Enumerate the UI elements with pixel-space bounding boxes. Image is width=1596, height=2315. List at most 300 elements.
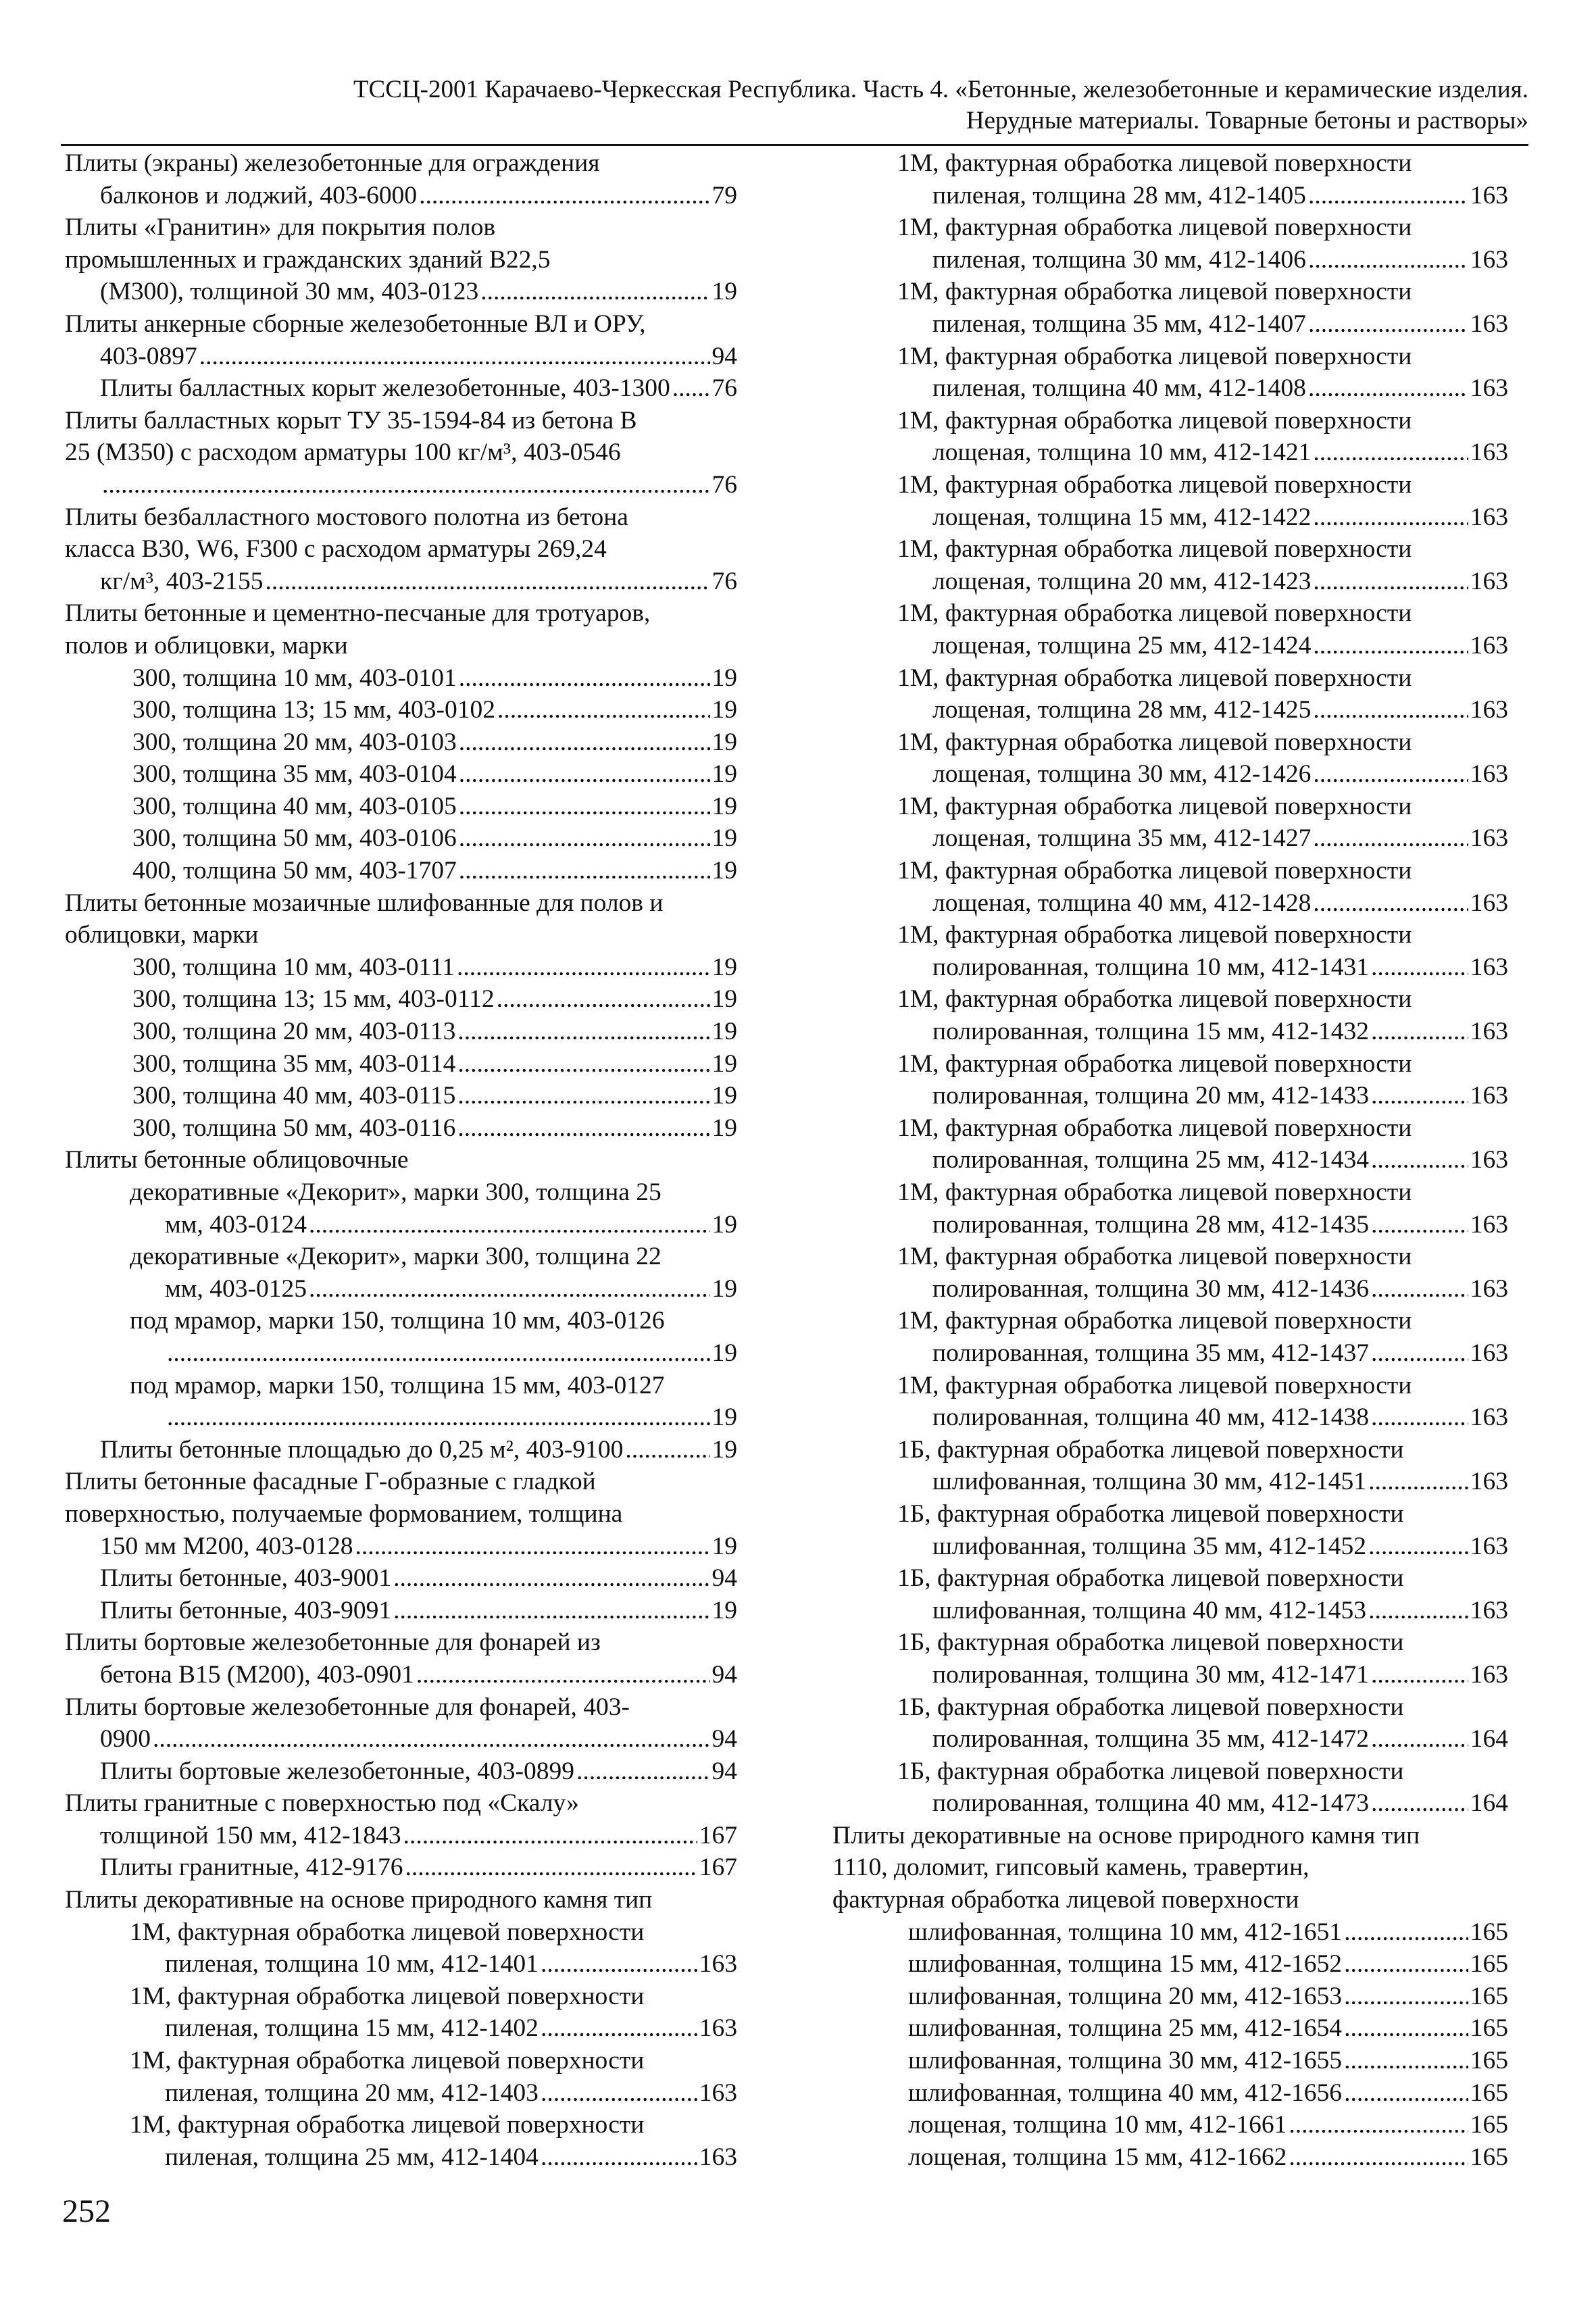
page-reference: 19 xyxy=(712,792,737,820)
entry-text: лощеная, толщина 15 мм, 412-1422 xyxy=(932,503,1312,531)
entry-leader-line xyxy=(932,822,1508,855)
page-reference: 163 xyxy=(1470,1339,1508,1367)
page-reference: 19 xyxy=(712,760,737,789)
index-entry xyxy=(832,983,1508,1047)
index-entry xyxy=(65,1144,737,1176)
entry-leader-line xyxy=(100,469,737,501)
page-reference: 94 xyxy=(712,1757,737,1785)
index-entry xyxy=(65,1176,737,1241)
entry-text: 300, толщина 35 мм, 403-0104 xyxy=(132,760,457,789)
entry-leader-line xyxy=(932,1080,1508,1112)
dot-leader xyxy=(355,1530,710,1563)
index-entry xyxy=(832,726,1508,791)
index-column-left xyxy=(65,147,737,2173)
index-entry xyxy=(832,2141,1508,2174)
dot-leader xyxy=(1313,887,1468,920)
entry-text-line: 1М, фактурная обработка лицевой поверхности xyxy=(897,470,1412,499)
dot-leader xyxy=(1371,1016,1468,1048)
page-reference: 163 xyxy=(699,2078,737,2107)
entry-leader-line xyxy=(932,1273,1508,1305)
page-reference: 163 xyxy=(1470,567,1508,595)
page-reference: 19 xyxy=(712,1210,737,1239)
entry-text-line: 1М, фактурная обработка лицевой поверхности xyxy=(897,535,1412,564)
entry-text: пиленая, толщина 30 мм, 412-1406 xyxy=(932,245,1306,274)
entry-text: Плиты балластных корыт железобетонные, 403-1300 xyxy=(100,374,670,403)
entry-text: 300, толщина 20 мм, 403-0103 xyxy=(132,728,457,756)
index-entry xyxy=(832,1176,1508,1241)
entry-text-line: 1М, фактурная обработка лицевой поверхности xyxy=(130,2111,645,2139)
dot-leader xyxy=(1313,630,1468,662)
index-entry xyxy=(832,1370,1508,1434)
page-reference: 165 xyxy=(1470,2143,1508,2171)
entry-text-line: 1М, фактурная обработка лицевой поверхности xyxy=(897,278,1412,306)
index-entry xyxy=(65,1851,737,1884)
entry-leader-line xyxy=(932,180,1508,212)
entry-text: полированная, толщина 40 мм, 412-1438 xyxy=(932,1403,1369,1432)
entry-text: лощеная, толщина 30 мм, 412-1426 xyxy=(932,760,1312,789)
entry-leader-line xyxy=(908,2109,1508,2141)
entry-leader-line xyxy=(932,1401,1508,1434)
dot-leader xyxy=(393,1595,709,1627)
dot-leader xyxy=(1313,501,1468,534)
entry-text-line: 1М, фактурная обработка лицевой поверхности xyxy=(897,792,1412,820)
entry-text-line: 1М, фактурная обработка лицевой поверхности xyxy=(897,857,1412,885)
page-reference: 94 xyxy=(712,342,737,370)
index-entry xyxy=(832,1112,1508,1176)
dot-leader xyxy=(199,341,710,373)
entry-text: пиленая, толщина 28 мм, 412-1405 xyxy=(932,181,1306,209)
index-entry xyxy=(832,1498,1508,1562)
entry-leader-line xyxy=(165,1337,737,1370)
entry-text: шлифованная, толщина 30 мм, 412-1655 xyxy=(908,2047,1343,2075)
dot-leader xyxy=(405,1851,697,1884)
entry-leader-line xyxy=(165,2077,737,2110)
entry-text-line: 1М, фактурная обработка лицевой поверхности xyxy=(897,342,1412,370)
entry-leader-line xyxy=(100,1562,737,1595)
dot-leader xyxy=(1289,2109,1468,2141)
entry-text: лощеная, толщина 15 мм, 412-1662 xyxy=(908,2143,1287,2171)
entry-text: бетона В15 (М200), 403-0901 xyxy=(100,1660,414,1689)
entry-text-line: Плиты (экраны) железобетонные для ограждения xyxy=(65,149,600,177)
entry-leader-line xyxy=(100,1595,737,1627)
page-reference: 19 xyxy=(712,1114,737,1142)
page-reference: 163 xyxy=(1470,631,1508,659)
entry-leader-line xyxy=(932,1723,1508,1756)
index-entry xyxy=(65,887,737,951)
dot-leader xyxy=(167,1401,710,1434)
entry-leader-line xyxy=(100,372,737,405)
page-reference: 94 xyxy=(712,1660,737,1689)
entry-text-line: полов и облицовки, марки xyxy=(65,631,348,659)
entry-text: полированная, толщина 25 мм, 412-1434 xyxy=(932,1146,1369,1174)
dot-leader xyxy=(459,758,710,791)
entry-leader-line xyxy=(100,276,737,308)
index-entry xyxy=(832,1048,1508,1112)
dot-leader xyxy=(393,1562,709,1595)
entry-text: лощеная, толщина 35 мм, 412-1427 xyxy=(932,824,1312,853)
dot-leader xyxy=(1313,822,1468,855)
entry-text-line: 1Б, фактурная обработка лицевой поверхности xyxy=(897,1628,1404,1657)
entry-text: полированная, толщина 40 мм, 412-1473 xyxy=(932,1789,1369,1818)
entry-text-line: 1110, доломит, гипсовый камень, травертин, xyxy=(832,1853,1310,1882)
entry-text: 300, толщина 40 мм, 403-0105 xyxy=(132,792,457,820)
entry-leader-line xyxy=(132,855,737,887)
entry-text-line: фактурная обработка лицевой поверхности xyxy=(832,1886,1299,1914)
entry-text: Плиты бетонные площадью до 0,25 м², 403-9100 xyxy=(100,1435,624,1464)
page-reference: 163 xyxy=(1470,1210,1508,1239)
entry-text: 300, толщина 50 мм, 403-0116 xyxy=(132,1114,456,1142)
index-entry xyxy=(832,1820,1508,1916)
entry-text: лощеная, толщина 25 мм, 412-1424 xyxy=(932,631,1312,659)
entry-text-line: Плиты гранитные с поверхностью под «Скалу» xyxy=(65,1789,579,1818)
index-entry xyxy=(832,1434,1508,1498)
header-line-1: ТССЦ-2001 Карачаево-Черкесская Республика. Часть 4. «Бетонные, железобетонные и керамические изделия. xyxy=(353,76,1528,103)
entry-text: шлифованная, толщина 35 мм, 412-1452 xyxy=(932,1532,1367,1560)
entry-leader-line xyxy=(932,1144,1508,1176)
dot-leader xyxy=(1344,2077,1468,2110)
entry-text-line: 1М, фактурная обработка лицевой поверхности xyxy=(897,1307,1412,1335)
index-entry xyxy=(65,211,737,308)
index-entry xyxy=(832,2109,1508,2141)
entry-leader-line xyxy=(132,1112,737,1145)
dot-leader xyxy=(1289,2141,1468,2174)
dot-leader xyxy=(1344,2045,1468,2077)
index-entry xyxy=(65,1016,737,1048)
dot-leader xyxy=(1371,1659,1468,1691)
entry-text: шлифованная, толщина 40 мм, 412-1656 xyxy=(908,2078,1343,2107)
dot-leader xyxy=(309,1209,710,1241)
entry-text-line: 1М, фактурная обработка лицевой поверхности xyxy=(130,1918,645,1946)
entry-text-line: 25 (М350) с расходом арматуры 100 кг/м³, 403-0546 xyxy=(65,439,621,467)
page-reference: 163 xyxy=(1470,1403,1508,1432)
dot-leader xyxy=(1344,1916,1468,1949)
dot-leader xyxy=(459,726,710,759)
index-entry xyxy=(65,791,737,823)
entry-leader-line xyxy=(132,1080,737,1112)
entry-text-line: Плиты декоративные на основе природного камня тип xyxy=(65,1886,653,1914)
entry-leader-line xyxy=(908,2045,1508,2077)
index-entry xyxy=(832,469,1508,533)
entry-text: лощеная, толщина 10 мм, 412-1661 xyxy=(908,2111,1287,2139)
page-reference: 165 xyxy=(1470,2047,1508,2075)
running-header xyxy=(61,74,1528,136)
index-entry xyxy=(65,1241,737,1305)
entry-text: лощеная, толщина 40 мм, 412-1428 xyxy=(932,889,1312,917)
page-reference: 163 xyxy=(1470,953,1508,981)
dot-leader xyxy=(541,2141,697,2174)
index-entry xyxy=(65,1884,737,1916)
dot-leader xyxy=(497,983,710,1016)
entry-text-line: Плиты бетонные и цементно-песчаные для тротуаров, xyxy=(65,599,651,628)
entry-text: Плиты бетонные, 403-9091 xyxy=(100,1596,392,1624)
index-entry xyxy=(832,405,1508,469)
index-entry xyxy=(65,758,737,791)
page-reference: 19 xyxy=(712,1532,737,1560)
page-reference: 163 xyxy=(1470,374,1508,403)
entry-text: пиленая, толщина 35 мм, 412-1407 xyxy=(932,309,1306,338)
dot-leader xyxy=(672,372,710,405)
entry-text-line: Плиты бортовые железобетонные для фонарей из xyxy=(65,1628,601,1657)
index-entry xyxy=(832,1981,1508,2013)
dot-leader xyxy=(419,180,709,212)
index-entry xyxy=(65,1466,737,1562)
index-entry xyxy=(832,1916,1508,1949)
page-reference: 163 xyxy=(1470,309,1508,338)
entry-leader-line xyxy=(132,726,737,759)
page-reference: 163 xyxy=(1470,1146,1508,1174)
entry-leader-line xyxy=(100,1851,737,1884)
entry-leader-line xyxy=(100,1434,737,1466)
index-entry xyxy=(832,1691,1508,1756)
index-entry xyxy=(832,919,1508,983)
page-reference: 163 xyxy=(1470,503,1508,531)
entry-text: лощеная, толщина 28 мм, 412-1425 xyxy=(932,696,1312,724)
index-entry xyxy=(832,1562,1508,1626)
entry-text-line: Плиты бортовые железобетонные для фонарей, 403- xyxy=(65,1693,630,1721)
entry-leader-line xyxy=(908,1948,1508,1981)
page-reference: 76 xyxy=(712,470,737,499)
entry-text: пиленая, толщина 10 мм, 412-1401 xyxy=(165,1950,539,1978)
index-entry xyxy=(65,1112,737,1145)
page-reference: 163 xyxy=(1470,1082,1508,1110)
entry-leader-line xyxy=(100,180,737,212)
page-reference: 164 xyxy=(1470,1725,1508,1753)
page-reference: 163 xyxy=(1470,889,1508,917)
page-reference: 19 xyxy=(712,953,737,981)
page-reference: 19 xyxy=(712,985,737,1014)
page-reference: 165 xyxy=(1470,2111,1508,2139)
index-entry xyxy=(832,1241,1508,1305)
entry-leader-line xyxy=(908,2012,1508,2045)
entry-text: полированная, толщина 20 мм, 412-1433 xyxy=(932,1082,1369,1110)
dot-leader xyxy=(625,1434,709,1466)
dot-leader xyxy=(1344,1948,1468,1981)
entry-text: толщиной 150 мм, 412-1843 xyxy=(100,1821,401,1849)
entry-text: 300, толщина 13; 15 мм, 403-0102 xyxy=(132,696,496,724)
entry-text: шлифованная, толщина 15 мм, 412-1652 xyxy=(908,1950,1343,1978)
page-reference: 163 xyxy=(1470,1274,1508,1303)
page-reference: 163 xyxy=(1470,696,1508,724)
page-reference: 167 xyxy=(699,1821,737,1849)
index-entry xyxy=(832,211,1508,276)
page-reference: 163 xyxy=(1470,439,1508,467)
page-reference: 19 xyxy=(712,1435,737,1464)
index-entry xyxy=(65,1562,737,1595)
page-reference: 19 xyxy=(712,278,737,306)
header-line-2: Нерудные материалы. Товарные бетоны и растворы» xyxy=(966,107,1528,134)
page-number: 252 xyxy=(62,2193,111,2229)
index-entry xyxy=(65,1787,737,1851)
page-reference: 163 xyxy=(1470,824,1508,853)
dot-leader xyxy=(459,855,710,887)
entry-leader-line xyxy=(132,791,737,823)
entry-text-line: 1Б, фактурная обработка лицевой поверхности xyxy=(897,1499,1404,1528)
dot-leader xyxy=(1313,758,1468,791)
entry-leader-line xyxy=(100,1820,737,1852)
entry-text-line: 1М, фактурная обработка лицевой поверхности xyxy=(897,664,1412,692)
dot-leader xyxy=(1371,1723,1468,1756)
dot-leader xyxy=(1371,1787,1468,1820)
page-reference: 163 xyxy=(699,2014,737,2043)
dot-leader xyxy=(459,822,710,855)
page-reference: 164 xyxy=(1470,1789,1508,1818)
page-reference: 163 xyxy=(1470,1596,1508,1624)
index-entry xyxy=(832,1305,1508,1369)
entry-text-line: 1М, фактурная обработка лицевой поверхности xyxy=(130,1982,645,2010)
page-reference: 94 xyxy=(712,1725,737,1753)
dot-leader xyxy=(459,662,710,695)
index-entry xyxy=(65,1916,737,1981)
page-reference: 19 xyxy=(712,696,737,724)
entry-text-line: 1М, фактурная обработка лицевой поверхности xyxy=(897,599,1412,628)
entry-text: полированная, толщина 35 мм, 412-1472 xyxy=(932,1725,1369,1753)
entry-text: мм, 403-0124 xyxy=(165,1210,307,1239)
dot-leader xyxy=(1313,437,1468,469)
dot-leader xyxy=(1371,1209,1468,1241)
page-reference: 19 xyxy=(712,1049,737,1078)
page-reference: 19 xyxy=(712,1274,737,1303)
entry-text-line: Плиты бетонные фасадные Г-образные с гладкой xyxy=(65,1468,596,1496)
index-entry xyxy=(832,1756,1508,1820)
index-entry xyxy=(65,372,737,405)
entry-leader-line xyxy=(932,1595,1508,1627)
dot-leader xyxy=(1344,1981,1468,2013)
index-entry xyxy=(65,694,737,726)
page-reference: 163 xyxy=(1470,181,1508,209)
page-reference: 79 xyxy=(712,181,737,209)
entry-text: кг/м³, 403-2155 xyxy=(100,567,264,595)
dot-leader xyxy=(102,469,710,501)
page-reference: 165 xyxy=(1470,2014,1508,2043)
entry-text-line: 1М, фактурная обработка лицевой поверхности xyxy=(897,1178,1412,1206)
index-entry xyxy=(65,1595,737,1627)
index-entry xyxy=(65,983,737,1016)
entry-text-line: под мрамор, марки 150, толщина 15 мм, 403-0127 xyxy=(130,1371,665,1399)
entry-leader-line xyxy=(908,1981,1508,2013)
entry-leader-line xyxy=(165,2012,737,2045)
index-entry xyxy=(65,822,737,855)
entry-text: 403-0897 xyxy=(100,342,197,370)
index-entry xyxy=(65,1756,737,1788)
page-reference: 165 xyxy=(1470,2078,1508,2107)
dot-leader xyxy=(1371,1273,1468,1305)
entry-text: полированная, толщина 15 мм, 412-1432 xyxy=(932,1018,1369,1046)
dot-leader xyxy=(541,1948,697,1981)
index-entry xyxy=(65,405,737,501)
entry-text: 300, толщина 35 мм, 403-0114 xyxy=(132,1049,456,1078)
index-entry xyxy=(832,2077,1508,2110)
entry-text: полированная, толщина 10 мм, 412-1431 xyxy=(932,953,1369,981)
entry-text: полированная, толщина 35 мм, 412-1437 xyxy=(932,1339,1369,1367)
entry-text: 400, толщина 50 мм, 403-1707 xyxy=(132,857,457,885)
entry-leader-line xyxy=(132,694,737,726)
entry-text: полированная, толщина 30 мм, 412-1471 xyxy=(932,1660,1369,1689)
entry-text-line: 1М, фактурная обработка лицевой поверхности xyxy=(897,1114,1412,1142)
entry-text: шлифованная, толщина 25 мм, 412-1654 xyxy=(908,2014,1343,2043)
dot-leader xyxy=(1371,1080,1468,1112)
entry-text: 300, толщина 40 мм, 403-0115 xyxy=(132,1082,456,1110)
dot-leader xyxy=(459,791,710,823)
entry-leader-line xyxy=(932,1466,1508,1498)
entry-leader-line xyxy=(908,1916,1508,1949)
entry-text-line: 1М, фактурная обработка лицевой поверхности xyxy=(897,149,1412,177)
index-entry xyxy=(832,791,1508,855)
index-entry xyxy=(832,662,1508,726)
entry-leader-line xyxy=(932,758,1508,791)
index-entry xyxy=(832,2012,1508,2045)
dot-leader xyxy=(403,1820,697,1852)
entry-text: мм, 403-0125 xyxy=(165,1274,307,1303)
entry-leader-line xyxy=(932,308,1508,341)
index-entry xyxy=(832,1626,1508,1691)
dot-leader xyxy=(1368,1595,1468,1627)
entry-leader-line xyxy=(908,2077,1508,2110)
page-reference: 163 xyxy=(1470,245,1508,274)
page-reference: 19 xyxy=(712,1339,737,1367)
entry-text-line: 1Б, фактурная обработка лицевой поверхности xyxy=(897,1564,1404,1593)
dot-leader xyxy=(153,1723,710,1756)
entry-text-line: 1М, фактурная обработка лицевой поверхности xyxy=(897,406,1412,434)
entry-text-line: 1М, фактурная обработка лицевой поверхности xyxy=(897,1243,1412,1271)
dot-leader xyxy=(1368,1530,1468,1563)
entry-text-line: класса В30, W6, F300 с расходом арматуры 269,24 xyxy=(65,535,607,564)
entry-leader-line xyxy=(932,1016,1508,1048)
entry-text-line: Плиты декоративные на основе природного камня тип xyxy=(832,1821,1420,1849)
index-entry xyxy=(832,855,1508,919)
entry-text: 0900 xyxy=(100,1725,151,1753)
page-reference: 94 xyxy=(712,1564,737,1593)
entry-text: шлифованная, толщина 20 мм, 412-1653 xyxy=(908,1982,1343,2010)
entry-leader-line xyxy=(165,1948,737,1981)
dot-leader xyxy=(1308,180,1468,212)
dot-leader xyxy=(1368,1466,1468,1498)
entry-text-line: поверхностью, получаемые формованием, толщина xyxy=(65,1499,623,1528)
page-reference: 19 xyxy=(712,857,737,885)
entry-text-line: декоративные «Декорит», марки 300, толщина 22 xyxy=(130,1243,662,1271)
dot-leader xyxy=(480,276,709,308)
entry-text-line: Плиты анкерные сборные железобетонные ВЛ и ОРУ, xyxy=(65,309,646,338)
dot-leader xyxy=(309,1273,710,1305)
page-reference: 167 xyxy=(699,1853,737,1882)
index-entry xyxy=(65,1080,737,1112)
index-entry xyxy=(65,147,737,211)
index-entry xyxy=(65,1626,737,1691)
entry-text: полированная, толщина 28 мм, 412-1435 xyxy=(932,1210,1369,1239)
dot-leader xyxy=(576,1756,709,1788)
index-entry xyxy=(832,341,1508,405)
page-reference: 19 xyxy=(712,728,737,756)
page-reference: 163 xyxy=(1470,1532,1508,1560)
index-entry xyxy=(65,1305,737,1369)
page-reference: 165 xyxy=(1470,1950,1508,1978)
entry-leader-line xyxy=(132,983,737,1016)
entry-text-line: облицовки, марки xyxy=(65,921,259,949)
index-entry xyxy=(65,1691,737,1756)
entry-text-line: 1М, фактурная обработка лицевой поверхности xyxy=(897,1371,1412,1399)
entry-text: пиленая, толщина 20 мм, 412-1403 xyxy=(165,2078,539,2107)
entry-leader-line xyxy=(165,1401,737,1434)
entry-leader-line xyxy=(100,1530,737,1563)
dot-leader xyxy=(541,2077,697,2110)
entry-leader-line xyxy=(132,822,737,855)
index-entry xyxy=(832,597,1508,662)
entry-text: шлифованная, толщина 10 мм, 412-1651 xyxy=(908,1918,1343,1946)
entry-text-line: Плиты бетонные мозаичные шлифованные для полов и xyxy=(65,889,664,917)
entry-leader-line xyxy=(932,1787,1508,1820)
entry-text-line: Плиты балластных корыт ТУ 35-1594-84 из бетона В xyxy=(65,406,637,434)
index-entry xyxy=(65,855,737,887)
index-entry xyxy=(65,597,737,662)
